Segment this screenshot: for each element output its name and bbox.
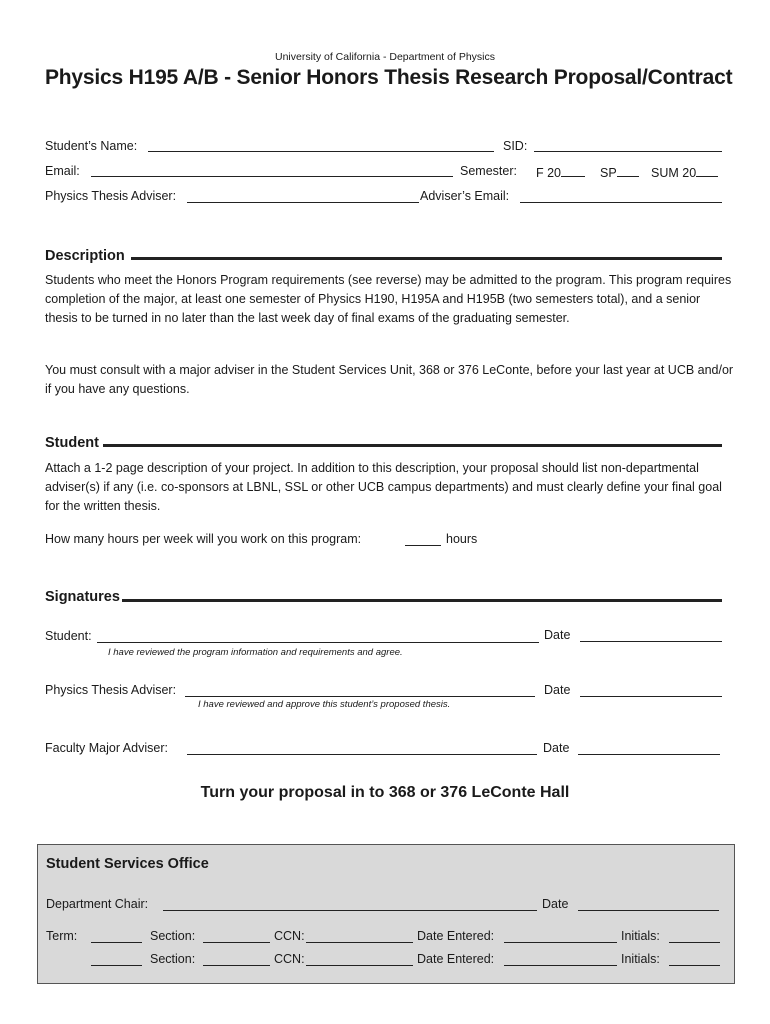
semester-spring-option[interactable] [600,164,639,180]
department-chair-field[interactable] [163,910,537,911]
semester-label: Semester: [460,164,517,178]
date-entered-field-2[interactable] [504,965,617,966]
semester-fall-option[interactable] [536,164,585,180]
description-rule [131,257,722,260]
adviser-label: Physics Thesis Adviser: [45,189,177,203]
student-heading: Student [45,435,99,451]
student-date-field[interactable] [580,641,722,642]
student-agreement-note: I have reviewed the program information and requirements and agree. [108,647,403,658]
form-title: Physics H195 A/B - Senior Honors Thesis Research Proposal/Contract [45,66,733,89]
department-chair-label: Department Chair: [46,897,149,911]
date-entered-label-2: Date Entered: [417,952,495,966]
ccn-label-1: CCN: [274,929,305,943]
ccn-field-2[interactable] [306,965,413,966]
section-field-1[interactable] [203,942,270,943]
student-services-office-box [37,844,735,984]
faculty-date-field[interactable] [578,754,720,755]
adviser-signature-label: Physics Thesis Adviser: [45,683,177,697]
email-label: Email: [45,164,80,178]
sid-label: SID: [503,139,528,153]
initials-label-2: Initials: [621,952,660,966]
chair-date-label: Date [542,897,569,911]
faculty-signature-label: Faculty Major Adviser: [45,741,168,755]
description-paragraph-2: You must consult with a major adviser in the Student Services Unit, 368 or 376 LeConte, before your last year at UCB and/or if you have any questions. [45,363,734,396]
hours-unit: hours [446,532,478,546]
initials-field-2[interactable] [669,965,720,966]
student-date-label: Date [544,628,571,642]
hours-field[interactable] [405,545,441,546]
adviser-field[interactable] [187,202,419,203]
ccn-label-2: CCN: [274,952,305,966]
date-entered-label-1: Date Entered: [417,929,495,943]
adviser-approval-note: I have reviewed and approve this student’s proposed thesis. [198,699,451,710]
student-name-field[interactable] [148,151,494,152]
faculty-signature-field[interactable] [187,754,537,755]
initials-field-1[interactable] [669,942,720,943]
date-entered-field-1[interactable] [504,942,617,943]
student-name-label: Student’s Name: [45,139,138,153]
semester-spring-label: SP [600,166,617,180]
semester-fall-label: F 20 [536,166,562,180]
university-header: University of California - Department of Physics [275,51,495,63]
adviser-signature-field[interactable] [185,696,535,697]
semester-spring-blank[interactable] [617,164,639,177]
initials-label-1: Initials: [621,929,660,943]
hours-question: How many hours per week will you work on this program: [45,532,362,546]
student-rule [103,444,722,447]
student-paragraph: Attach a 1-2 page description of your project. In addition to this description, your proposal should list non-departmental adviser(s) if any (i.e. co-sponsors at LBNL, SSL or other UCB campus departments) and must clearly define your final goal for the written thesis. [45,461,722,513]
student-signature-field[interactable] [97,642,539,643]
sid-field[interactable] [534,151,722,152]
term-field-1[interactable] [91,942,142,943]
adviser-date-field[interactable] [580,696,722,697]
section-field-2[interactable] [203,965,270,966]
adviser-date-label: Date [544,683,571,697]
semester-fall-blank[interactable] [561,164,585,177]
section-label-2: Section: [150,952,196,966]
semester-summer-blank[interactable] [696,164,718,177]
section-label-1: Section: [150,929,196,943]
description-paragraph-1: Students who meet the Honors Program requirements (see reverse) may be admitted to the program. This program requires completion of the major, at least one semester of Physics H190, H195A and H195B (two semesters total), and a senior thesis to be turned in no later than the last week day of final exams of the graduating semester. [45,273,732,325]
description-heading: Description [45,248,125,264]
signatures-rule [122,599,722,602]
faculty-date-label: Date [543,741,570,755]
email-field[interactable] [91,176,453,177]
adviser-email-field[interactable] [520,202,722,203]
term-field-2[interactable] [91,965,142,966]
turn-in-instruction: Turn your proposal in to 368 or 376 LeConte Hall [200,784,570,801]
semester-summer-option[interactable] [651,164,718,180]
office-heading: Student Services Office [46,856,209,872]
adviser-email-label: Adviser’s Email: [420,189,510,203]
semester-summer-label: SUM 20 [651,166,697,180]
ccn-field-1[interactable] [306,942,413,943]
student-signature-label: Student: [45,629,92,643]
chair-date-field[interactable] [578,910,719,911]
term-label: Term: [46,929,78,943]
signatures-heading: Signatures [45,589,120,605]
